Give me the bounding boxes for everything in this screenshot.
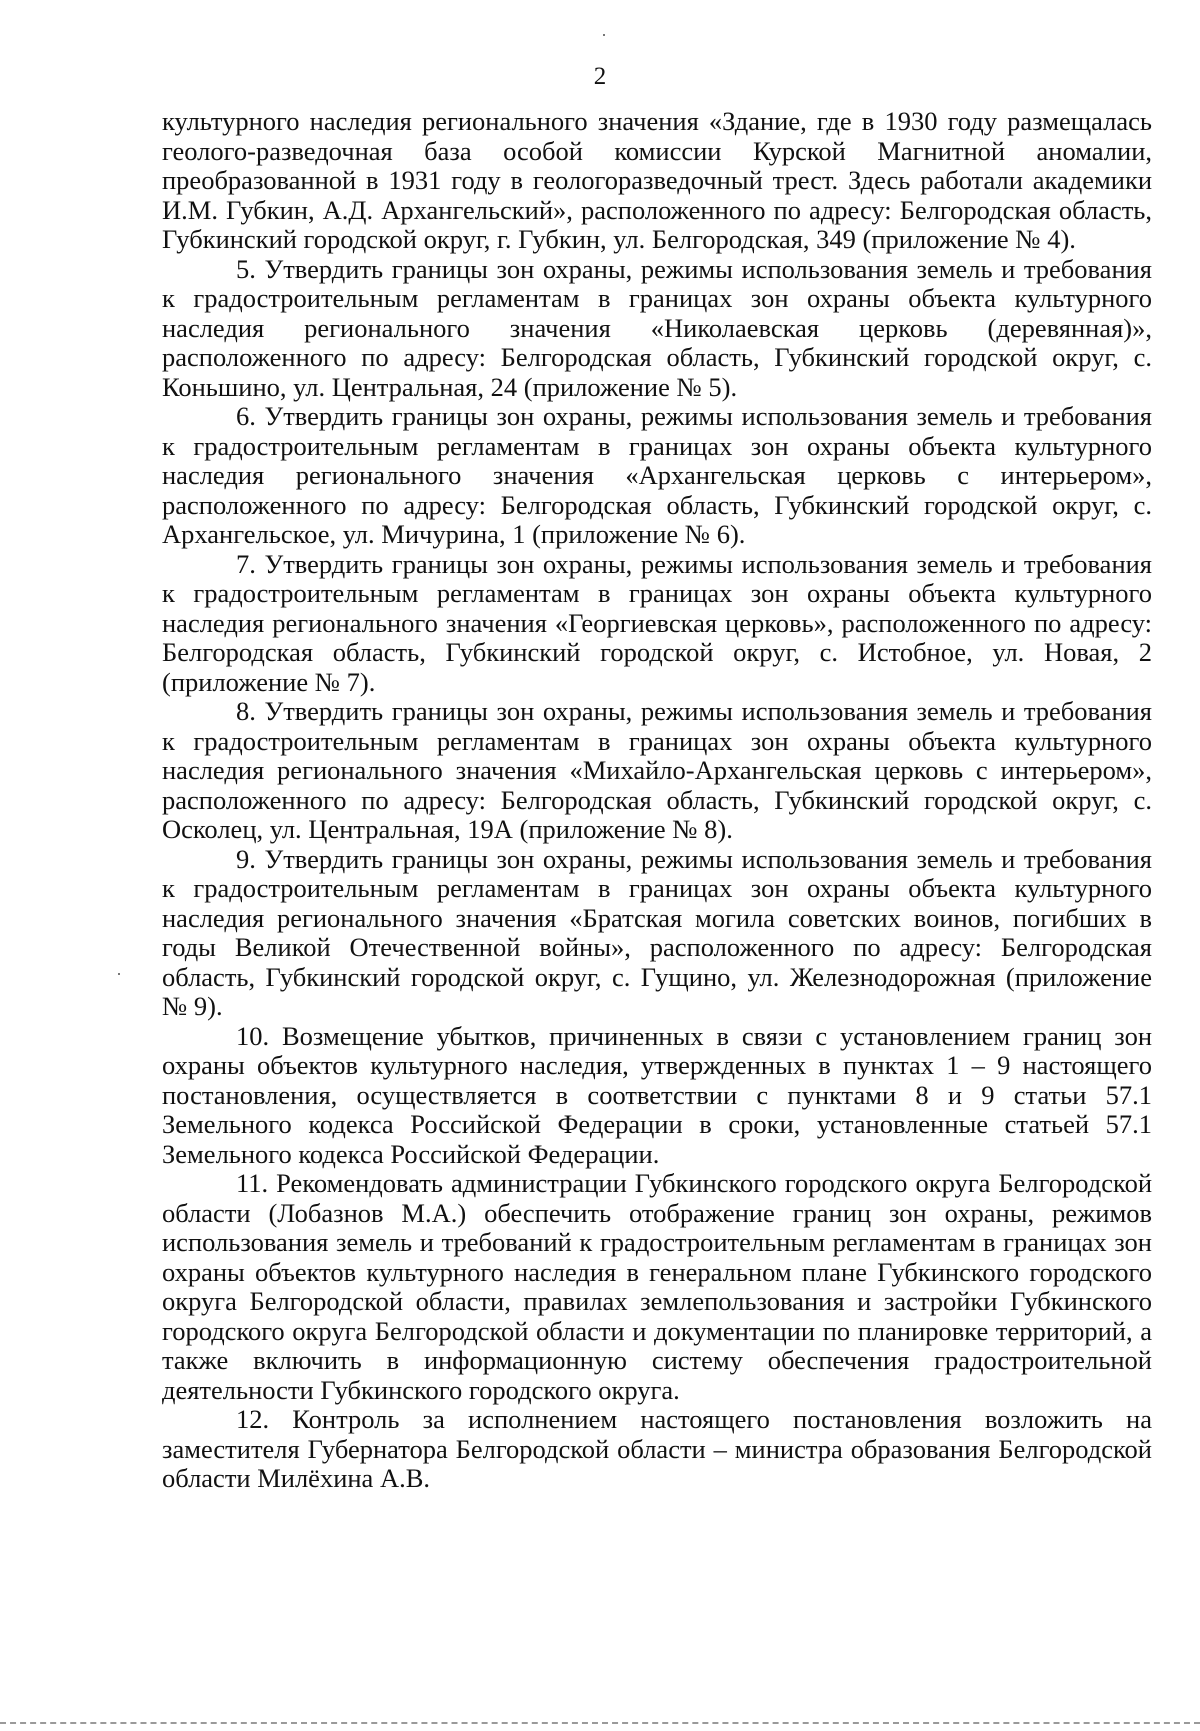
paragraph-continuation: культурного наследия регионального значения «Здание, где в 1930 году размещалась геолого-разведочная база особой комиссии Курской Магнитной аномалии, преобразованной в 1931 году в геологоразведочный трест. Здесь работали академики И.М. Губкин, А.Д. Архангельский», расположенного по адресу: Белгородская область, Губкинский городской округ, г. Губкин, ул. Белгородская, 349 (приложение № 4). bbox=[162, 106, 1152, 254]
paragraph-item-9: 9. Утвердить границы зон охраны, режимы использования земель и требования к градостроительным регламентам в границах зон охраны объекта культурного наследия регионального значения «Братская могила советских воинов, погибших в годы Великой Отечественной войны», расположенного по адресу: Белгородская область, Губкинский городской округ, с. Гущино, ул. Железнодорожная (приложение № 9). bbox=[162, 843, 1152, 1021]
paragraph-item-6: 6. Утвердить границы зон охраны, режимы использования земель и требования к градостроительным регламентам в границах зон охраны объекта культурного наследия регионального значения «Архангельская церковь с интерьером», расположенного по адресу: Белгородская область, Губкинский городской округ, с. Архангельское, ул. Мичурина, 1 (приложение № 6). bbox=[162, 401, 1152, 549]
paragraph-item-12: 12. Контроль за исполнением настоящего постановления возложить на заместителя Губернатора Белгородской области – министра образования Белгородской области Милёхина А.В. bbox=[162, 1404, 1152, 1493]
paragraph-item-7: 7. Утвердить границы зон охраны, режимы использования земель и требования к градостроительным регламентам в границах зон охраны объекта культурного наследия регионального значения «Георгиевская церковь», расположенного по адресу: Белгородская область, Губкинский городской округ, с. Истобное, ул. Новая, 2 (приложение № 7). bbox=[162, 548, 1152, 697]
paragraph-item-5: 5. Утвердить границы зон охраны, режимы использования земель и требования к градостроительным регламентам в границах зон охраны объекта культурного наследия регионального значения «Николаевская церковь (деревянная)», расположенного по адресу: Белгородская область, Губкинский городской округ, с. Коньшино, ул. Центральная, 24 (приложение № 5). bbox=[162, 253, 1152, 402]
page-number: 2 bbox=[593, 63, 607, 90]
scan-edge-line bbox=[0, 1722, 1200, 1724]
paragraph-item-10: 10. Возмещение убытков, причиненных в связи с установлением границ зон охраны объектов культурного наследия, утвержденных в пунктах 1 – 9 настоящего постановления, осуществляется в соответствии с пунктами 8 и 9 статьи 57.1 Земельного кодекса Российской Федерации в сроки, установленные статьей 57.1 Земельного кодекса Российской Федерации. bbox=[162, 1020, 1152, 1169]
scan-speck bbox=[603, 34, 605, 36]
scan-speck bbox=[118, 973, 120, 975]
document-body bbox=[162, 107, 1152, 1494]
paragraph-item-8: 8. Утвердить границы зон охраны, режимы использования земель и требования к градостроительным регламентам в границах зон охраны объекта культурного наследия регионального значения «Михайло-Архангельская церковь с интерьером», расположенного по адресу: Белгородская область, Губкинский городской округ, с. Осколец, ул. Центральная, 19А (приложение № 8). bbox=[162, 696, 1152, 844]
paragraph-item-11: 11. Рекомендовать администрации Губкинского городского округа Белгородской области (Лобазнов М.А.) обеспечить отображение границ зон охраны, режимов использования земель и требований к градостроительным регламентам в границах зон охраны объектов культурного наследия в генеральном плане Губкинского городского округа Белгородской области, правилах землепользования и застройки Губкинского городского округа Белгородской области и документации по планировке территорий, а также включить в информационную систему обеспечения градостроительной деятельности Губкинского городского округа. bbox=[162, 1168, 1152, 1405]
